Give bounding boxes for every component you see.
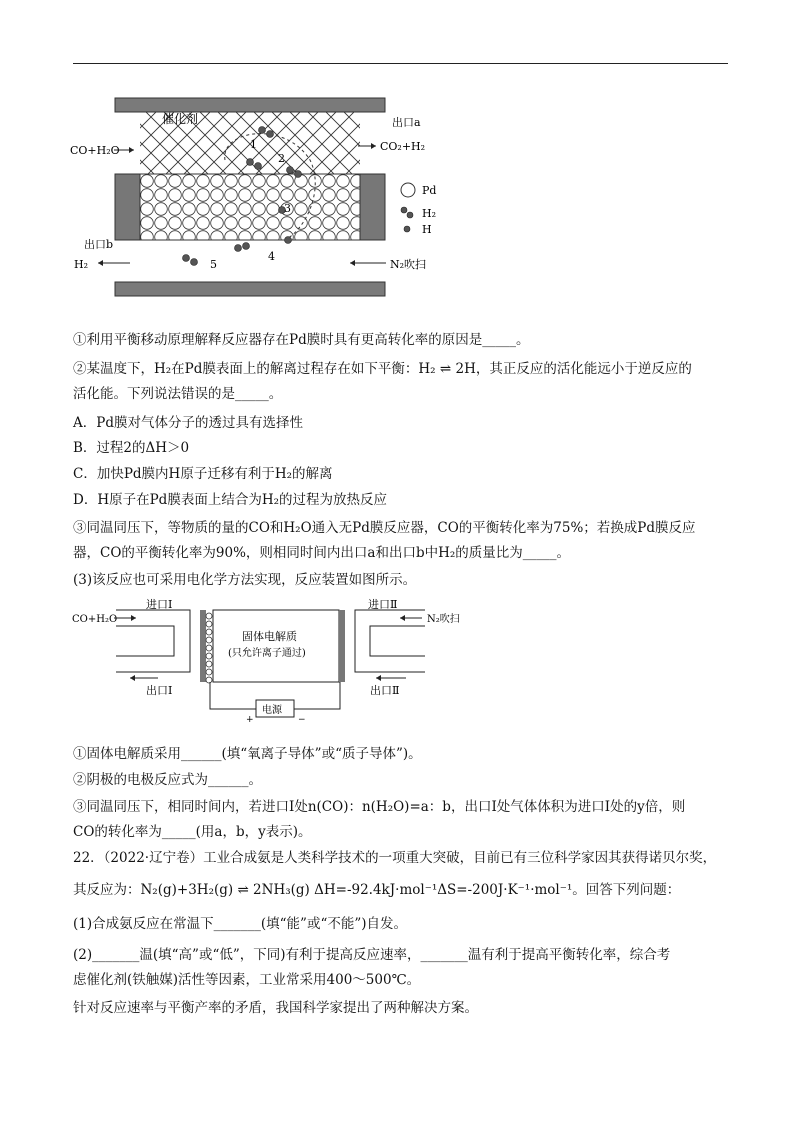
top-wall: [115, 98, 385, 112]
inlet2-label: 进口Ⅱ: [368, 598, 398, 611]
outlet2-label: 出口Ⅱ: [370, 684, 400, 697]
option-b: B．过程2的ΔH＞0: [73, 440, 190, 456]
step-3: 3: [284, 202, 291, 215]
legend-pd-icon: [401, 183, 415, 197]
q3-line1: ③同温同压下，等物质的量的CO和H₂O通入无Pd膜反应器，CO的平衡转化率为75%；若换成Pd膜反应: [73, 520, 696, 536]
left-block: [115, 174, 140, 240]
inlet1-label: 进口Ⅰ: [146, 598, 173, 611]
q2-line1: ②某温度下，H₂在Pd膜表面上的解离过程存在如下平衡：H₂ ⇌ 2H，其正反应的活化能远小于逆反应的: [73, 361, 692, 377]
option-a: A．Pd膜对气体分子的透过具有选择性: [73, 415, 303, 431]
outlet1-label: 出口Ⅰ: [146, 684, 173, 697]
e3-line2: CO的转化率为_____(用a，b，y表示)。: [73, 824, 312, 840]
header-rule: [73, 63, 728, 64]
step-5: 5: [210, 258, 217, 271]
outlet-b-label: 出口b: [84, 238, 114, 251]
outlet-a-gas: CO₂+H₂: [380, 140, 426, 153]
bottom-wall: [115, 282, 385, 296]
outlet-a-label: 出口a: [392, 116, 421, 129]
option-d: D．H原子在Pd膜表面上结合为H₂的过程为放热反应: [73, 492, 388, 508]
legend-h-icon: [404, 226, 410, 232]
option-c: C．加快Pd膜内H原子迁移有利于H₂的解离: [73, 466, 333, 482]
anode: [200, 610, 206, 682]
q22-line1: 22．（2022·辽宁卷）工业合成氨是人类科学技术的一项重大突破，目前已有三位科学家因其获得诺贝尔奖，: [73, 850, 717, 866]
cathode: [339, 610, 345, 682]
minus-sign: −: [298, 715, 306, 722]
purge-label: N₂吹扫: [390, 258, 427, 271]
pd-membrane: [140, 174, 360, 240]
right-block: [360, 174, 385, 240]
step-2: 2: [278, 152, 285, 165]
legend-h: H: [422, 223, 432, 236]
electrolyte-label2: (只允许离子通过): [228, 648, 306, 659]
q3-line2: 器，CO的平衡转化率为90%，则相同时间内出口a和出口b中H₂的质量比为_____。: [73, 545, 571, 561]
feed-label: CO+H₂O: [72, 614, 118, 625]
plus-sign: +: [246, 715, 254, 722]
e2: ②阴极的电极反应式为______。: [73, 772, 262, 788]
electrolyte-label1: 固体电解质: [242, 630, 297, 643]
legend-pd: Pd: [422, 184, 437, 197]
step-4: 4: [268, 250, 275, 263]
q1: ①利用平衡移动原理解释反应器存在Pd膜时具有更高转化率的原因是_____。: [73, 332, 530, 348]
catalyst-label: 催化剂: [162, 112, 199, 126]
membrane-reactor-figure: [70, 90, 480, 305]
s2-line2: 虑催化剂(铁触媒)活性等因素，工业常采用400～500℃。: [73, 972, 421, 988]
power-label: 电源: [262, 705, 282, 716]
outlet-b-gas: H₂: [74, 258, 89, 271]
s2-line1: (2)_______温(填“高”或“低”，下同)有利于提高反应速率，_______温有利于提高平衡转化率，综合考: [73, 947, 671, 963]
e3-line1: ③同温同压下，相同时间内，若进口Ⅰ处n(CO)：n(H₂O)=a：b，出口Ⅰ处气体体积为进口Ⅰ处的y倍，则: [73, 799, 686, 815]
electrochem-device-figure: [70, 592, 490, 722]
s3: 针对反应速率与平衡产率的矛盾，我国科学家提出了两种解决方案。: [73, 1000, 478, 1016]
e1: ①固体电解质采用______(填“氧离子导体”或“质子导体”)。: [73, 746, 422, 762]
inlet-label: CO+H₂O: [70, 144, 120, 157]
purge2-label: N₂吹扫: [427, 614, 460, 625]
q2-line2: 活化能。下列说法错误的是_____。: [73, 386, 283, 402]
legend-h2: H₂: [422, 207, 437, 220]
part3-intro: (3)该反应也可采用电化学方法实现，反应装置如图所示。: [73, 572, 417, 588]
electrolyte: [213, 610, 339, 682]
s1: (1)合成氨反应在常温下_______(填“能”或“不能”)自发。: [73, 916, 408, 932]
step-1: 1: [250, 138, 257, 151]
q22-line2: 其反应为：N₂(g)+3H₂(g) ⇌ 2NH₃(g) ΔH=-92.4kJ·mol⁻¹ΔS=-200J·K⁻¹·mol⁻¹。回答下列问题：: [73, 882, 681, 898]
